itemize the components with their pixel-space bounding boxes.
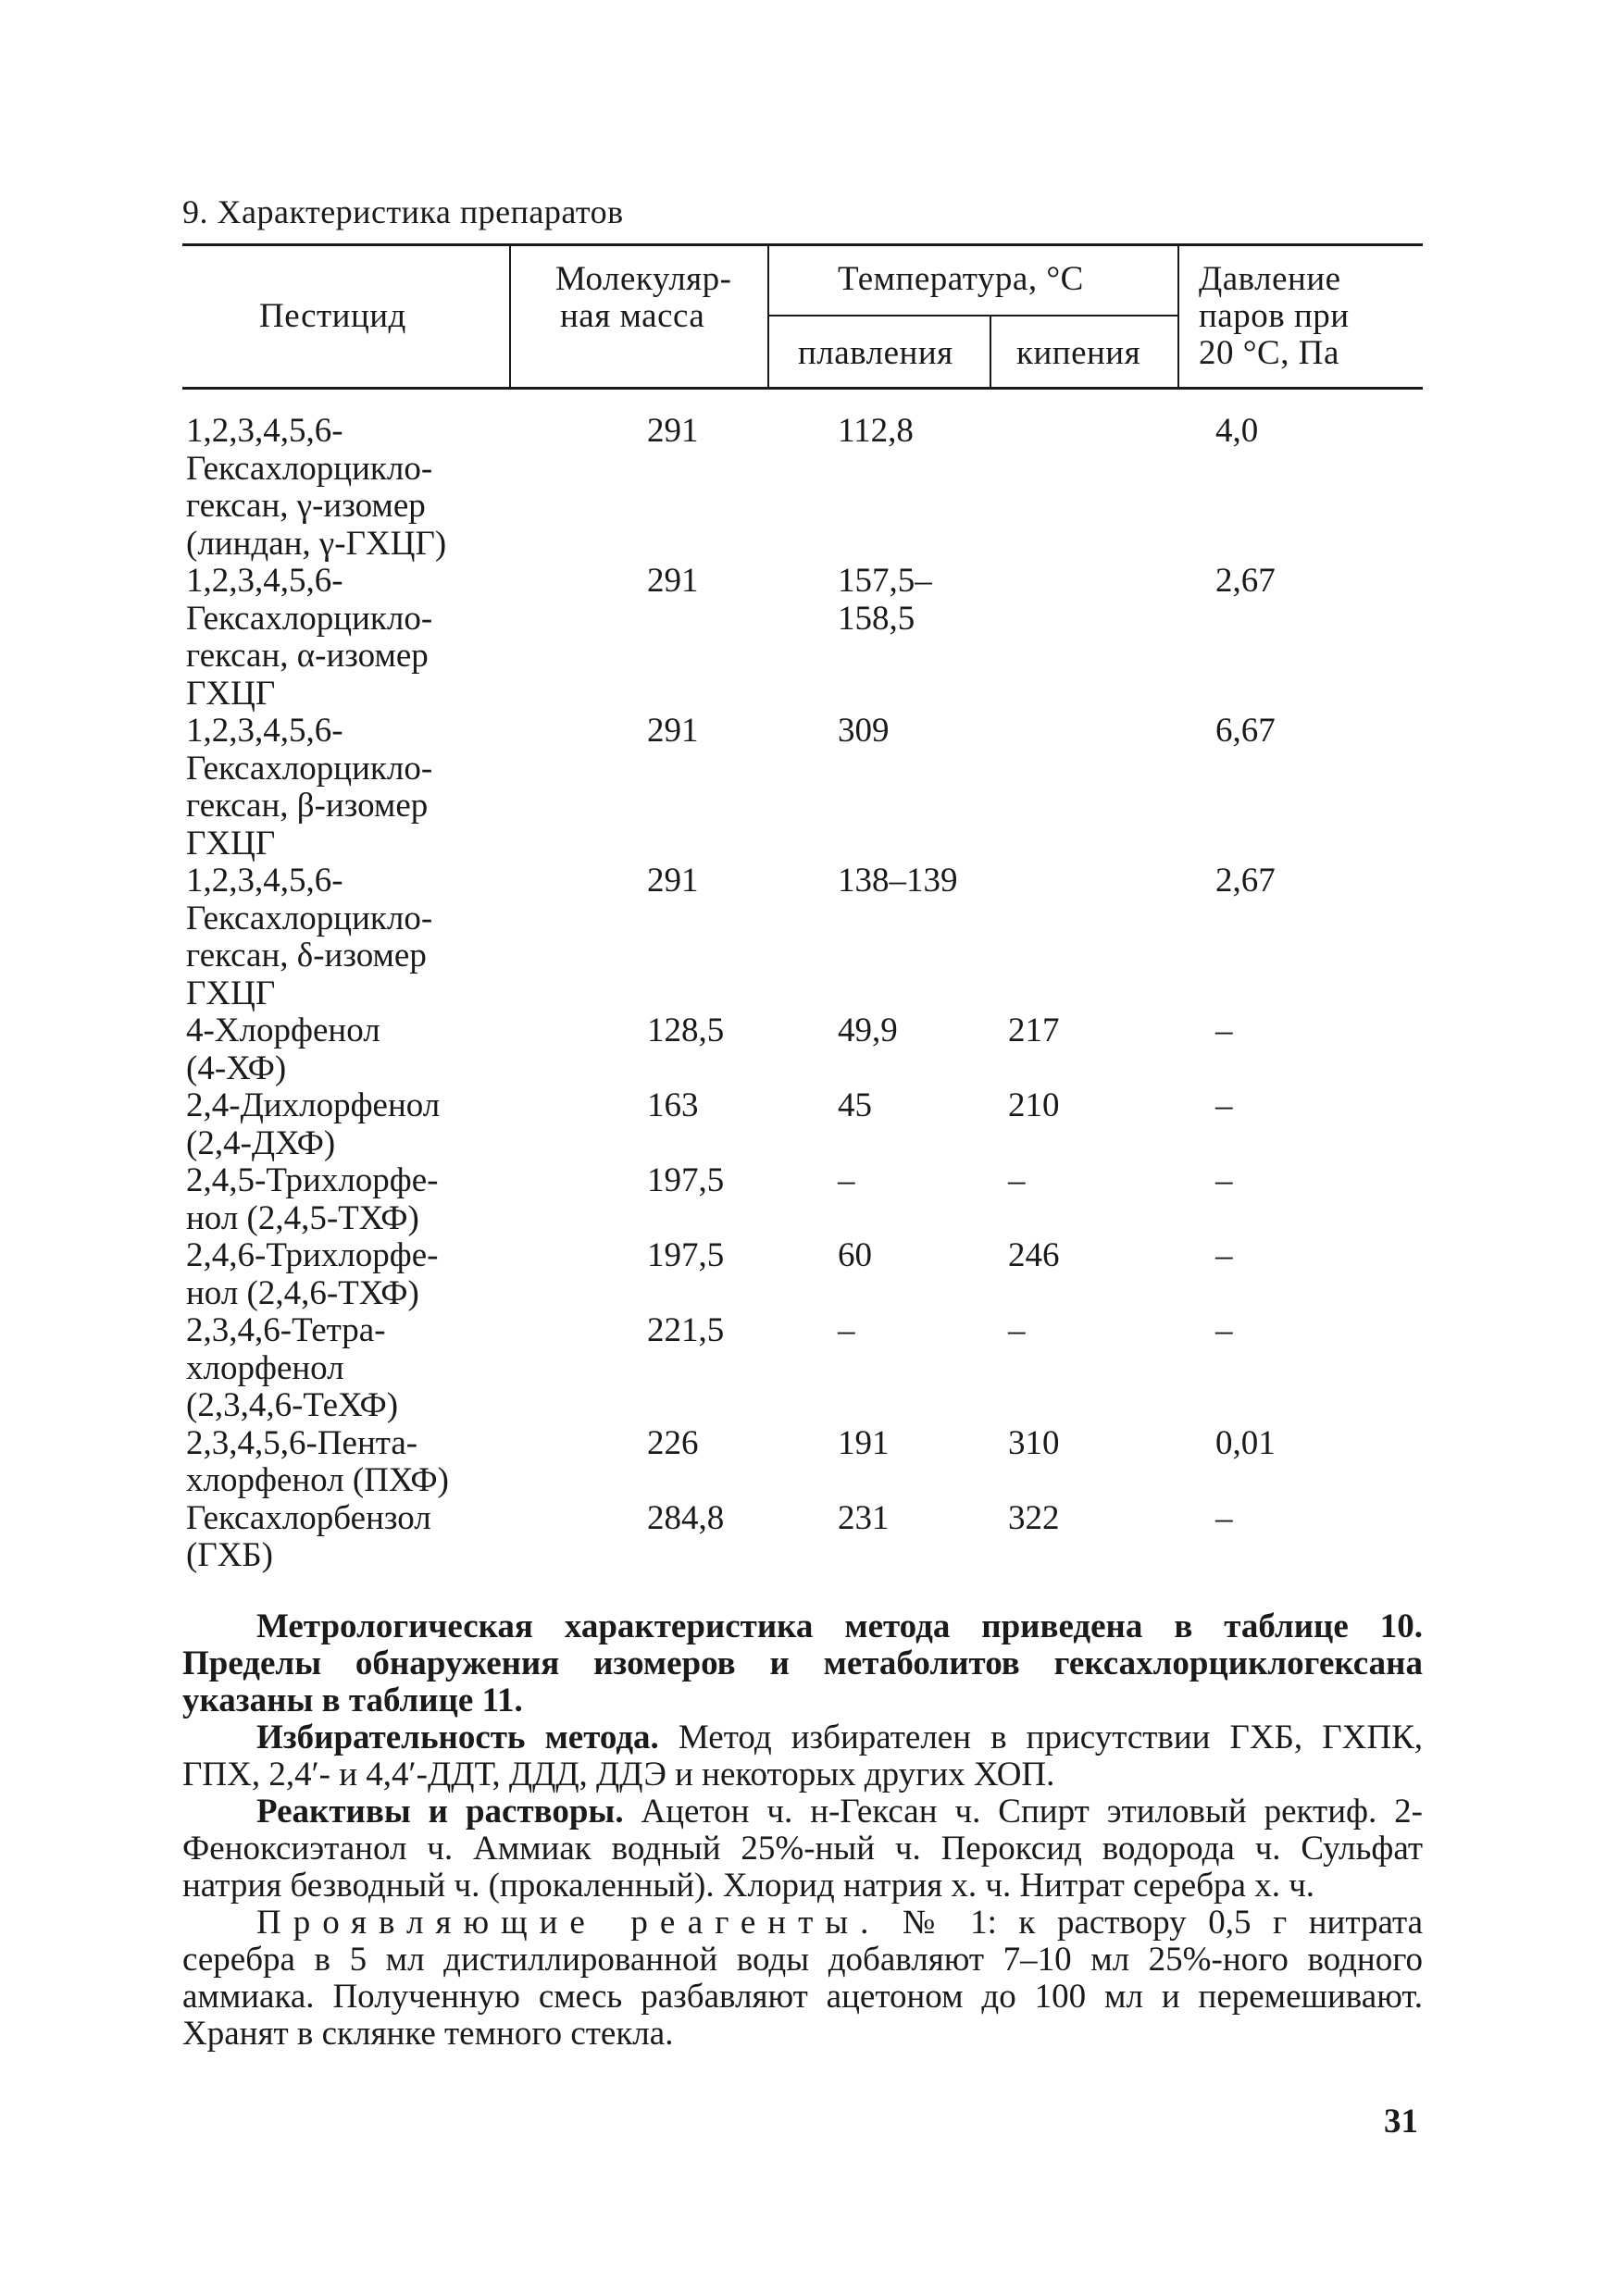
- name-line: ГХЦГ: [186, 974, 276, 1012]
- molecular-mass: 291: [647, 712, 699, 750]
- name-line: Гексахлорцикло-: [186, 899, 433, 937]
- pesticide-name: [182, 1087, 538, 1162]
- molecular-mass: 163: [647, 1086, 699, 1124]
- name-line: 2,4,5-Трихлорфе-: [186, 1161, 439, 1199]
- name-line: Гексахлорцикло-: [186, 599, 433, 638]
- paragraph-text: Ацетон ч. н-Гексан ч. Спирт этиловый ректиф. 2-Феноксиэтанол ч. Аммиак водный 25%-ный ч. Пероксид водорода ч. Сульфат натрия безводный ч. (прокаленный). Хлорид натрия х. ч. Нитрат серебра х. ч.: [182, 1793, 1423, 1905]
- boiling-point: –: [1008, 1161, 1026, 1199]
- name-line: (линдан, γ-ГХЦГ): [186, 524, 447, 563]
- header-pesticide: Пестицид: [259, 297, 406, 335]
- name-line: 2,3,4,6-Тетра-: [186, 1311, 386, 1349]
- paragraph-reagents: [182, 1793, 1423, 1905]
- name-line: 1,2,3,4,5,6-: [186, 562, 343, 600]
- name-line: 4-Хлорфенол: [186, 1011, 380, 1049]
- pesticide-name: [182, 1312, 538, 1425]
- vapor-pressure: –: [1215, 1011, 1233, 1049]
- molecular-mass: 197,5: [647, 1236, 725, 1274]
- vapor-pressure: –: [1215, 1236, 1233, 1274]
- name-line: (2,3,4,6-ТеХФ): [186, 1386, 399, 1424]
- header-pressure-line3: 20 °С, Па: [1199, 334, 1339, 372]
- paragraph-text: Метрологическая характеристика метода приведена в таблице 10. Пределы обнаружения изомеров и метаболитов гексахлорциклогексана указаны в таблице 11.: [182, 1607, 1423, 1719]
- table-row: [182, 563, 1423, 713]
- molecular-mass: 291: [647, 862, 699, 900]
- temperature-subheader-rule: [768, 315, 1178, 316]
- table-row: [182, 1237, 1423, 1312]
- melting-point-line: 158,5: [838, 599, 915, 638]
- table-row: [182, 713, 1423, 863]
- vapor-pressure: –: [1215, 1161, 1233, 1199]
- name-line: Гексахлорцикло-: [186, 449, 433, 488]
- page-number: 31: [1384, 2103, 1418, 2141]
- table-row: [182, 413, 1423, 563]
- header-mass-line1: Молекуляр-: [555, 260, 732, 298]
- name-line: нол (2,4,5-ТХФ): [186, 1198, 419, 1237]
- table-row: [182, 863, 1423, 1012]
- melting-point: –: [838, 1311, 855, 1349]
- header-pressure-line1: Давление: [1199, 260, 1341, 298]
- paragraph-metrology: [182, 1608, 1423, 1719]
- name-line: хлорфенол (ПХФ): [186, 1461, 449, 1499]
- header-divider-2: [767, 244, 769, 389]
- vapor-pressure: –: [1215, 1311, 1233, 1349]
- molecular-mass: 128,5: [647, 1011, 725, 1049]
- table-row: [182, 1425, 1423, 1500]
- name-line: ГХЦГ: [186, 824, 276, 863]
- molecular-mass: 291: [647, 562, 699, 600]
- name-line: гексан, α-изомер: [186, 637, 429, 675]
- melting-point: 112,8: [838, 412, 914, 450]
- pesticide-name: [182, 863, 538, 1012]
- paragraph-selectivity: [182, 1719, 1423, 1793]
- table-row: [182, 1012, 1423, 1087]
- table-top-rule: [182, 243, 1423, 246]
- pesticide-name: [182, 1425, 538, 1500]
- header-divider-4: [1177, 244, 1179, 389]
- name-line: (ГХБ): [186, 1536, 273, 1574]
- boiling-point: –: [1008, 1311, 1026, 1349]
- melting-point: 231: [838, 1498, 890, 1537]
- pesticide-name: [182, 413, 538, 563]
- name-line: гексан, β-изомер: [186, 787, 429, 825]
- header-melting: плавления: [798, 334, 953, 372]
- name-line: 2,4,6-Трихлорфе-: [186, 1236, 439, 1274]
- vapor-pressure: 6,67: [1215, 712, 1276, 750]
- name-line: 2,3,4,5,6-Пента-: [186, 1423, 418, 1462]
- pesticide-name: [182, 1012, 538, 1087]
- body-text: [182, 1608, 1423, 2053]
- header-temperature: Температура, °С: [838, 260, 1084, 298]
- molecular-mass: 226: [647, 1423, 699, 1462]
- name-line: 1,2,3,4,5,6-: [186, 412, 343, 450]
- name-line: Гексахлорцикло-: [186, 749, 433, 788]
- paragraph-heading: Реактивы и растворы.: [256, 1793, 624, 1831]
- name-line: 1,2,3,4,5,6-: [186, 712, 343, 750]
- boiling-point: 322: [1008, 1498, 1060, 1537]
- paragraph-developing-reagents: [182, 1905, 1423, 2053]
- boiling-point: 217: [1008, 1011, 1060, 1049]
- paragraph-heading: Проявляющие реагенты.: [256, 1904, 881, 1942]
- melting-point: 60: [838, 1236, 872, 1274]
- name-line: хлорфенол: [186, 1348, 344, 1387]
- melting-point: 138–139: [838, 862, 958, 900]
- name-line: 1,2,3,4,5,6-: [186, 862, 343, 900]
- table-row: [182, 1087, 1423, 1162]
- pesticide-name: [182, 1237, 538, 1312]
- table-row: [182, 1500, 1423, 1575]
- header-mass-line2: ная масса: [560, 297, 705, 335]
- name-line: нол (2,4,6-ТХФ): [186, 1273, 419, 1312]
- melting-point: 49,9: [838, 1011, 898, 1049]
- header-pressure-line2: паров при: [1199, 297, 1350, 335]
- melting-point-line: 157,5–: [838, 562, 932, 600]
- name-line: (4-ХФ): [186, 1049, 287, 1087]
- name-line: 2,4-Дихлорфенол: [186, 1086, 441, 1124]
- melting-point: 191: [838, 1423, 890, 1462]
- name-line: (2,4-ДХФ): [186, 1123, 336, 1162]
- name-line: гексан, γ-изомер: [186, 487, 426, 525]
- paragraph-text: Метод избирателен в присутствии ГХБ, ГХПК, ГПХ, 2,4′- и 4,4′-ДДТ, ДДД, ДДЭ и некоторых других ХОП.: [182, 1719, 1424, 1793]
- vapor-pressure: 2,67: [1215, 862, 1276, 900]
- paragraph-text: № 1: к раствору 0,5 г нитрата серебра в 5 мл дистиллированной воды добавляют 7–10 мл 25%-ного водного аммиака. Полученную смесь разбавляют ацетоном до 100 мл и перемешивают. Хранят в склянке темного стекла.: [182, 1904, 1423, 2053]
- melting-point: 45: [838, 1086, 872, 1124]
- name-line: Гексахлорбензол: [186, 1498, 431, 1537]
- molecular-mass: 284,8: [647, 1498, 725, 1537]
- name-line: гексан, δ-изомер: [186, 937, 427, 974]
- melting-point: –: [838, 1161, 855, 1199]
- vapor-pressure: 0,01: [1215, 1423, 1276, 1462]
- boiling-point: 246: [1008, 1236, 1060, 1274]
- table-header-bottom-rule: [182, 387, 1423, 390]
- header-boiling: кипения: [1016, 334, 1141, 372]
- name-line: ГХЦГ: [186, 674, 276, 713]
- header-divider-1: [509, 244, 511, 389]
- table-row: [182, 1312, 1423, 1425]
- molecular-mass: 221,5: [647, 1311, 725, 1349]
- molecular-mass: 197,5: [647, 1161, 725, 1199]
- melting-point: 309: [838, 712, 890, 750]
- vapor-pressure: 2,67: [1215, 562, 1276, 600]
- table-body: [182, 413, 1423, 1575]
- boiling-point: 210: [1008, 1086, 1060, 1124]
- melting-point: [782, 563, 977, 638]
- table-caption: 9. Характеристика препаратов: [182, 193, 624, 230]
- table-row: [182, 1162, 1423, 1237]
- pesticide-name: [182, 1500, 538, 1575]
- header-divider-3: [990, 315, 991, 389]
- vapor-pressure: 4,0: [1215, 412, 1259, 450]
- molecular-mass: 291: [647, 412, 699, 450]
- pesticide-name: [182, 1162, 538, 1237]
- vapor-pressure: –: [1215, 1086, 1233, 1124]
- pesticide-name: [182, 713, 538, 863]
- paragraph-heading: Избирательность метода.: [256, 1719, 659, 1756]
- pesticide-name: [182, 563, 538, 713]
- boiling-point: 310: [1008, 1423, 1060, 1462]
- vapor-pressure: –: [1215, 1498, 1233, 1537]
